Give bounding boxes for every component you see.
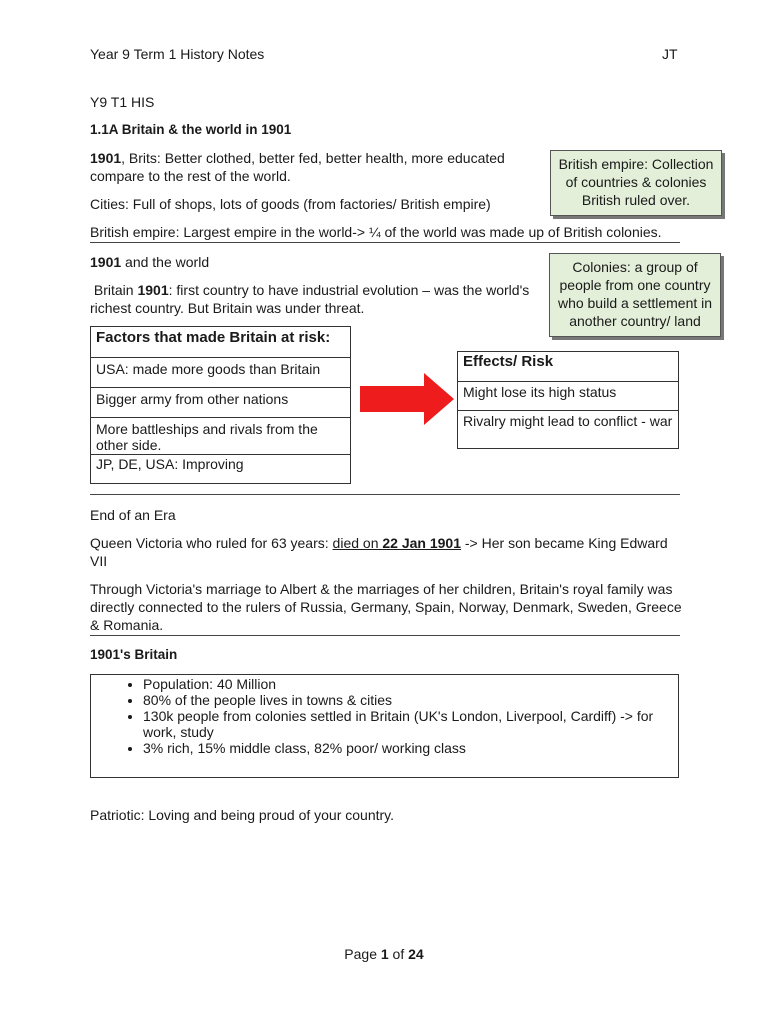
paragraph-victoria — [90, 534, 668, 552]
paragraph-marriage-line2: directly connected to the rulers of Russia, Germany, Spain, Norway, Denmark, Sweden, Greece — [90, 599, 682, 615]
year-bold: 1901 — [90, 254, 122, 270]
table-cell: Bigger army from other nations — [91, 388, 351, 418]
underlined-text: died on — [332, 535, 383, 551]
section-heading: 1.1A Britain & the world in 1901 — [90, 122, 292, 137]
page-label: of — [388, 946, 409, 962]
paragraph-text: Queen Victoria who ruled for 63 years: — [90, 535, 333, 551]
year-bold: 1901 — [90, 150, 122, 166]
definition-line: of countries & colonies — [565, 174, 707, 190]
table-cell — [91, 418, 351, 455]
paragraph-text: Britain — [90, 282, 138, 298]
table-cell-line: other side. — [96, 437, 162, 453]
definition-box-colonies — [549, 253, 721, 337]
current-page: 1 — [380, 946, 389, 962]
definition-line: British ruled over. — [581, 192, 691, 208]
death-date: 22 Jan 1901 — [382, 535, 461, 551]
document-header-title: Year 9 Term 1 History Notes — [90, 46, 265, 62]
table-cell-line: More battleships and rivals from the — [96, 421, 318, 437]
paragraph-text: : first country to have industrial evolution – was the world's — [168, 282, 530, 298]
paragraph-victoria-line2: VII — [90, 553, 108, 569]
paragraph-marriage-line3: & Romania. — [90, 617, 164, 633]
definition-line: another country/ land — [569, 313, 701, 329]
definition-line: who build a settlement in — [557, 295, 713, 311]
effects-table-header: Effects/ Risk — [458, 352, 679, 382]
definition-box-british-empire — [550, 150, 722, 216]
subheading-1901-world — [90, 253, 209, 271]
paragraph-industrial — [90, 281, 529, 299]
document-header-initials: JT — [662, 46, 678, 62]
divider — [90, 635, 680, 636]
list-item: • 80% of the people lives in towns & cities — [143, 692, 678, 708]
paragraph-1901-brits-line2: compare to the rest of the world. — [90, 168, 291, 184]
paragraph-industrial-line2: richest country. But Britain was under threat. — [90, 300, 365, 316]
divider — [90, 494, 680, 495]
total-pages: 24 — [408, 946, 424, 962]
paragraph-text: -> Her son became King Edward — [461, 535, 668, 551]
definition-line: people from one country — [559, 277, 711, 293]
course-code: Y9 T1 HIS — [90, 94, 155, 110]
table-cell: JP, DE, USA: Improving — [91, 455, 351, 484]
divider — [90, 242, 680, 243]
subheading-text: and the world — [121, 254, 210, 270]
underlined-date — [333, 535, 461, 551]
subheading-end-of-era: End of an Era — [90, 507, 176, 523]
list-item-text: 130k people from colonies settled in Britain (UK's London, Liverpool, Cardiff) -> for — [143, 708, 654, 724]
page-number — [0, 945, 768, 963]
paragraph-cities: Cities: Full of shops, lots of goods (from factories/ British empire) — [90, 196, 491, 212]
red-arrow-icon — [360, 373, 456, 425]
paragraph-text: , Brits: Better clothed, better fed, better health, more educated — [121, 150, 505, 166]
definition-line: Colonies: a group of — [572, 259, 698, 275]
factors-table — [90, 326, 351, 484]
factors-table-header: Factors that made Britain at risk: — [91, 327, 351, 358]
britain-1901-list-box — [90, 674, 679, 778]
definition-patriotic: Patriotic: Loving and being proud of your country. — [90, 807, 395, 823]
definition-line: British empire: Collection — [558, 156, 714, 172]
subheading-1901-britain: 1901's Britain — [90, 647, 178, 662]
table-cell: USA: made more goods than Britain — [91, 358, 351, 388]
effects-table — [457, 351, 679, 449]
paragraph-british-empire: British empire: Largest empire in the world-> ¼ of the world was made up of British colonies. — [90, 224, 662, 240]
paragraph-1901-brits — [90, 149, 505, 167]
paragraph-marriage-line1: Through Victoria's marriage to Albert & the marriages of her children, Britain's royal family was — [90, 581, 673, 597]
list-item: • Population: 40 Million — [143, 676, 678, 692]
list-item: • 3% rich, 15% middle class, 82% poor/ working class — [143, 740, 678, 756]
year-bold: 1901 — [137, 282, 169, 298]
page-label: Page — [344, 946, 381, 962]
table-cell: Rivalry might lead to conflict - war — [458, 411, 679, 449]
table-cell: Might lose its high status — [458, 382, 679, 411]
list-item — [143, 708, 678, 740]
bullet-list — [91, 676, 678, 756]
list-item-text: work, study — [143, 724, 214, 740]
